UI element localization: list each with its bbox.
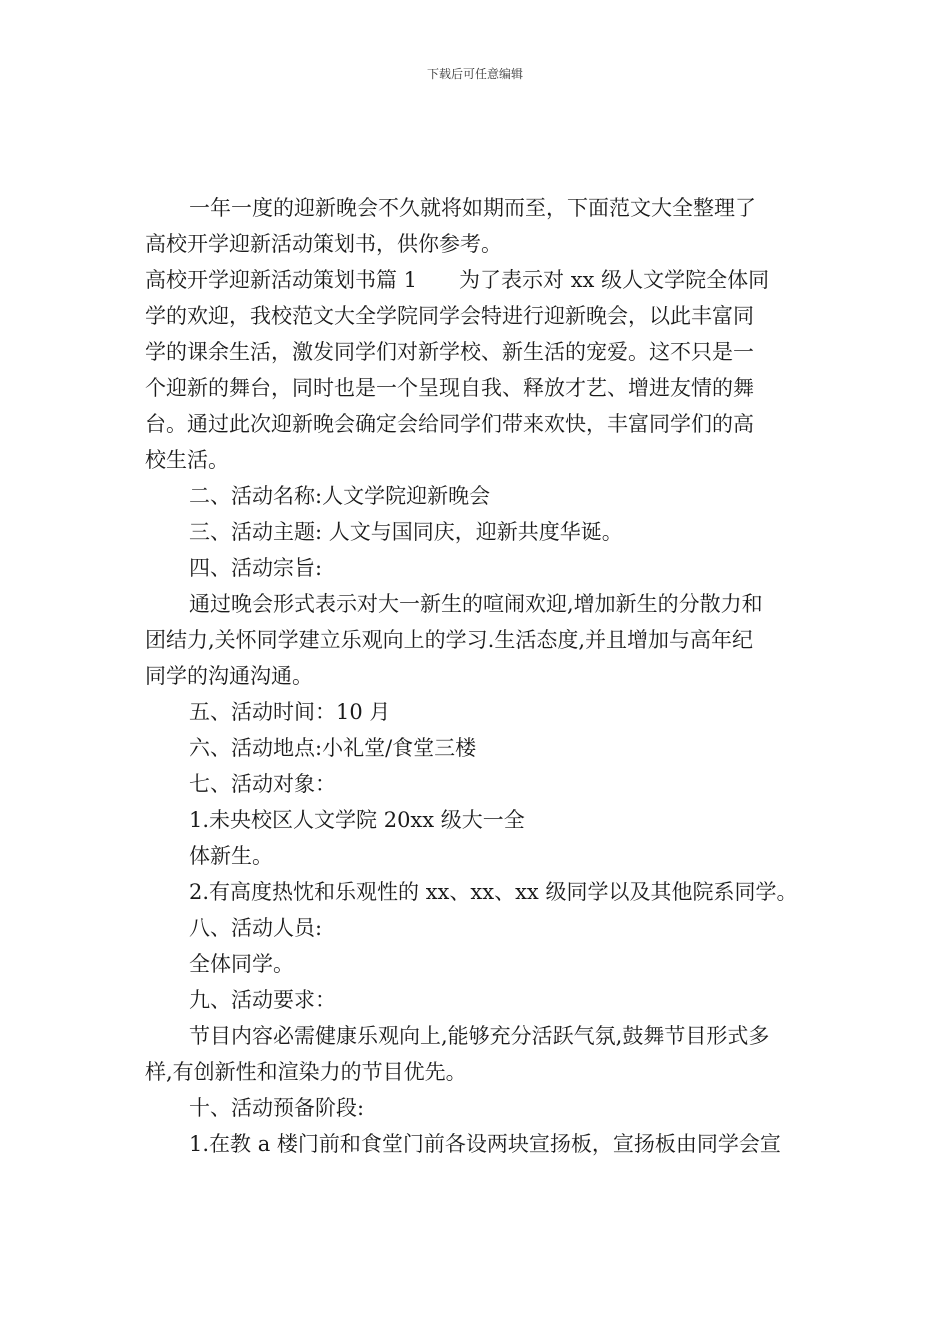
list-item: 2.有高度热忱和乐观性的 xx、xx、xx 级同学以及其他院系同学。: [189, 880, 798, 904]
paragraph-line: 个迎新的舞台，同时也是一个呈现自我、释放才艺、增进友情的舞: [145, 376, 754, 400]
paragraph-line: 全体同学。: [189, 952, 294, 976]
section-heading: 四、活动宗旨:: [189, 556, 323, 580]
paragraph-line: 团结力,关怀同学建立乐观向上的学习.生活态度,并且增加与高年纪: [145, 628, 754, 652]
paragraph-line: 校生活。: [145, 448, 229, 472]
paragraph-line: 学的课余生活，激发同学们对新学校、新生活的宠爱。这不只是一: [145, 340, 754, 364]
paragraph-line: 台。通过此次迎新晚会确定会给同学们带来欢快，丰富同学们的高: [145, 412, 754, 436]
list-item: 1.未央校区人文学院 20xx 级大一全: [189, 808, 525, 832]
paragraph-line: 高校开学迎新活动策划书，供你参考。: [145, 232, 502, 256]
section-heading: 九、活动要求：: [189, 988, 336, 1012]
paragraph-line: 学的欢迎，我校范文大全学院同学会特进行迎新晚会，以此丰富同: [145, 304, 754, 328]
section-heading: 十、活动预备阶段:: [189, 1096, 365, 1120]
paragraph-line: 通过晚会形式表示对大一新生的喧闹欢迎,增加新生的分散力和: [189, 592, 763, 616]
list-item: 1.在教 a 楼门前和食堂门前各设两块宣扬板，宣扬板由同学会宣: [189, 1132, 781, 1156]
section-heading: 二、活动名称:人文学院迎新晚会: [189, 484, 491, 508]
section-heading: 六、活动地点:小礼堂/食堂三楼: [189, 736, 477, 760]
list-item: 体新生。: [189, 844, 273, 868]
page-header: 下载后可任意编辑: [426, 67, 523, 81]
section-heading: 三、活动主题: 人文与国同庆，迎新共度华诞。: [189, 520, 623, 544]
section-heading: 七、活动对象：: [189, 772, 336, 796]
paragraph-line: 一年一度的迎新晚会不久就将如期而至，下面范文大全整理了: [189, 196, 756, 220]
paragraph-line: 样,有创新性和渲染力的节目优先。: [145, 1060, 467, 1084]
document-body: [145, 190, 809, 1162]
paragraph-line: 同学的沟通沟通。: [145, 664, 313, 688]
section-heading: 八、活动人员:: [189, 916, 323, 940]
paragraph-line: 节目内容必需健康乐观向上,能够充分活跃气氛,鼓舞节目形式多: [189, 1024, 770, 1048]
paragraph-line: 高校开学迎新活动策划书篇 1 为了表示对 xx 级人文学院全体同: [145, 268, 770, 292]
section-heading: 五、活动时间：10 月: [189, 700, 391, 724]
